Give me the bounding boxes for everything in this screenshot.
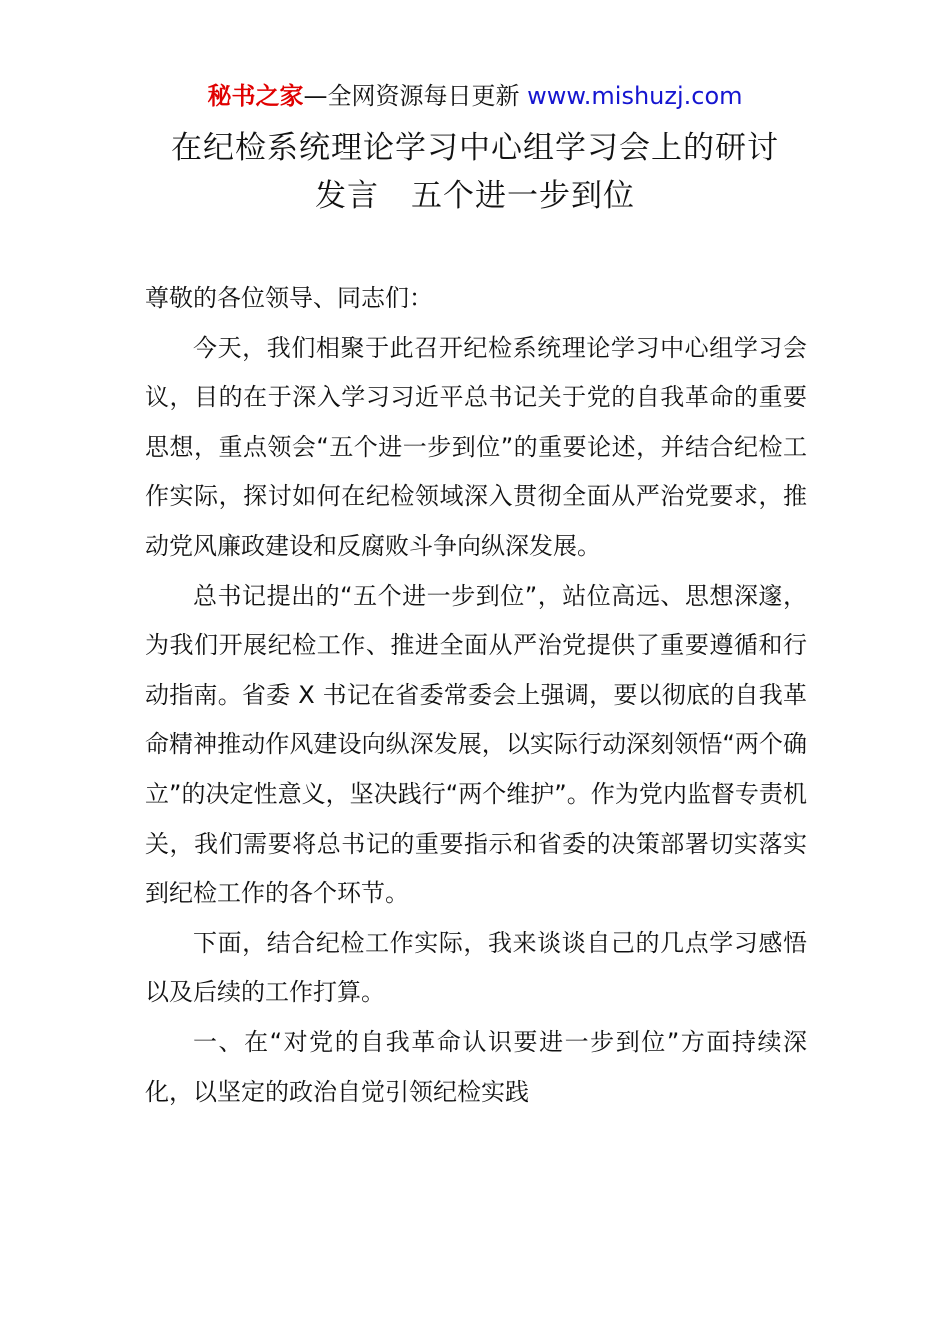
site-url-link[interactable]: www.mishuzj.com xyxy=(527,82,743,110)
brand-name: 秘书之家 xyxy=(207,82,304,110)
document-title-line-1: 在纪检系统理论学习中心组学习会上的研讨 xyxy=(171,130,779,166)
watermark-header xyxy=(0,80,950,112)
salutation: 尊敬的各位领导、同志们： xyxy=(145,284,433,312)
header-slogan: —全网资源每日更新 xyxy=(303,82,520,110)
document-title-line-2: 发言 五个进一步到位 xyxy=(315,178,635,214)
body-paragraph-3: 下面，结合纪检工作实际，我来谈谈自己的几点学习感悟以及后续的工作打算。 xyxy=(145,928,807,1007)
body-paragraph-2: 总书记提出的“五个进一步到位”，站位高远、思想深邃，为我们开展纪检工作、推进全面从严治党提供了重要遵循和行动指南。省委 X 书记在省委常委会上强调，要以彻底的自我革命精神推动作风建设向纵深发展，以实际行动深刻领悟“两个确立”的决定性意义，坚决践行“两个维护”。作为党内监督专责机关，我们需要将总书记的重要指示和省委的决策部署切实落实到纪检工作的各个环节。 xyxy=(145,581,807,908)
document-body xyxy=(145,274,807,1117)
section-heading-1: 一、在“对党的自我革命认识要进一步到位”方面持续深化，以坚定的政治自觉引领纪检实践 xyxy=(145,1027,807,1106)
body-paragraph-1: 今天，我们相聚于此召开纪检系统理论学习中心组学习会议，目的在于深入学习习近平总书记关于党的自我革命的重要思想，重点领会“五个进一步到位”的重要论述，并结合纪检工作实际，探讨如何在纪检领域深入贯彻全面从严治党要求，推动党风廉政建设和反腐败斗争向纵深发展。 xyxy=(145,333,807,560)
